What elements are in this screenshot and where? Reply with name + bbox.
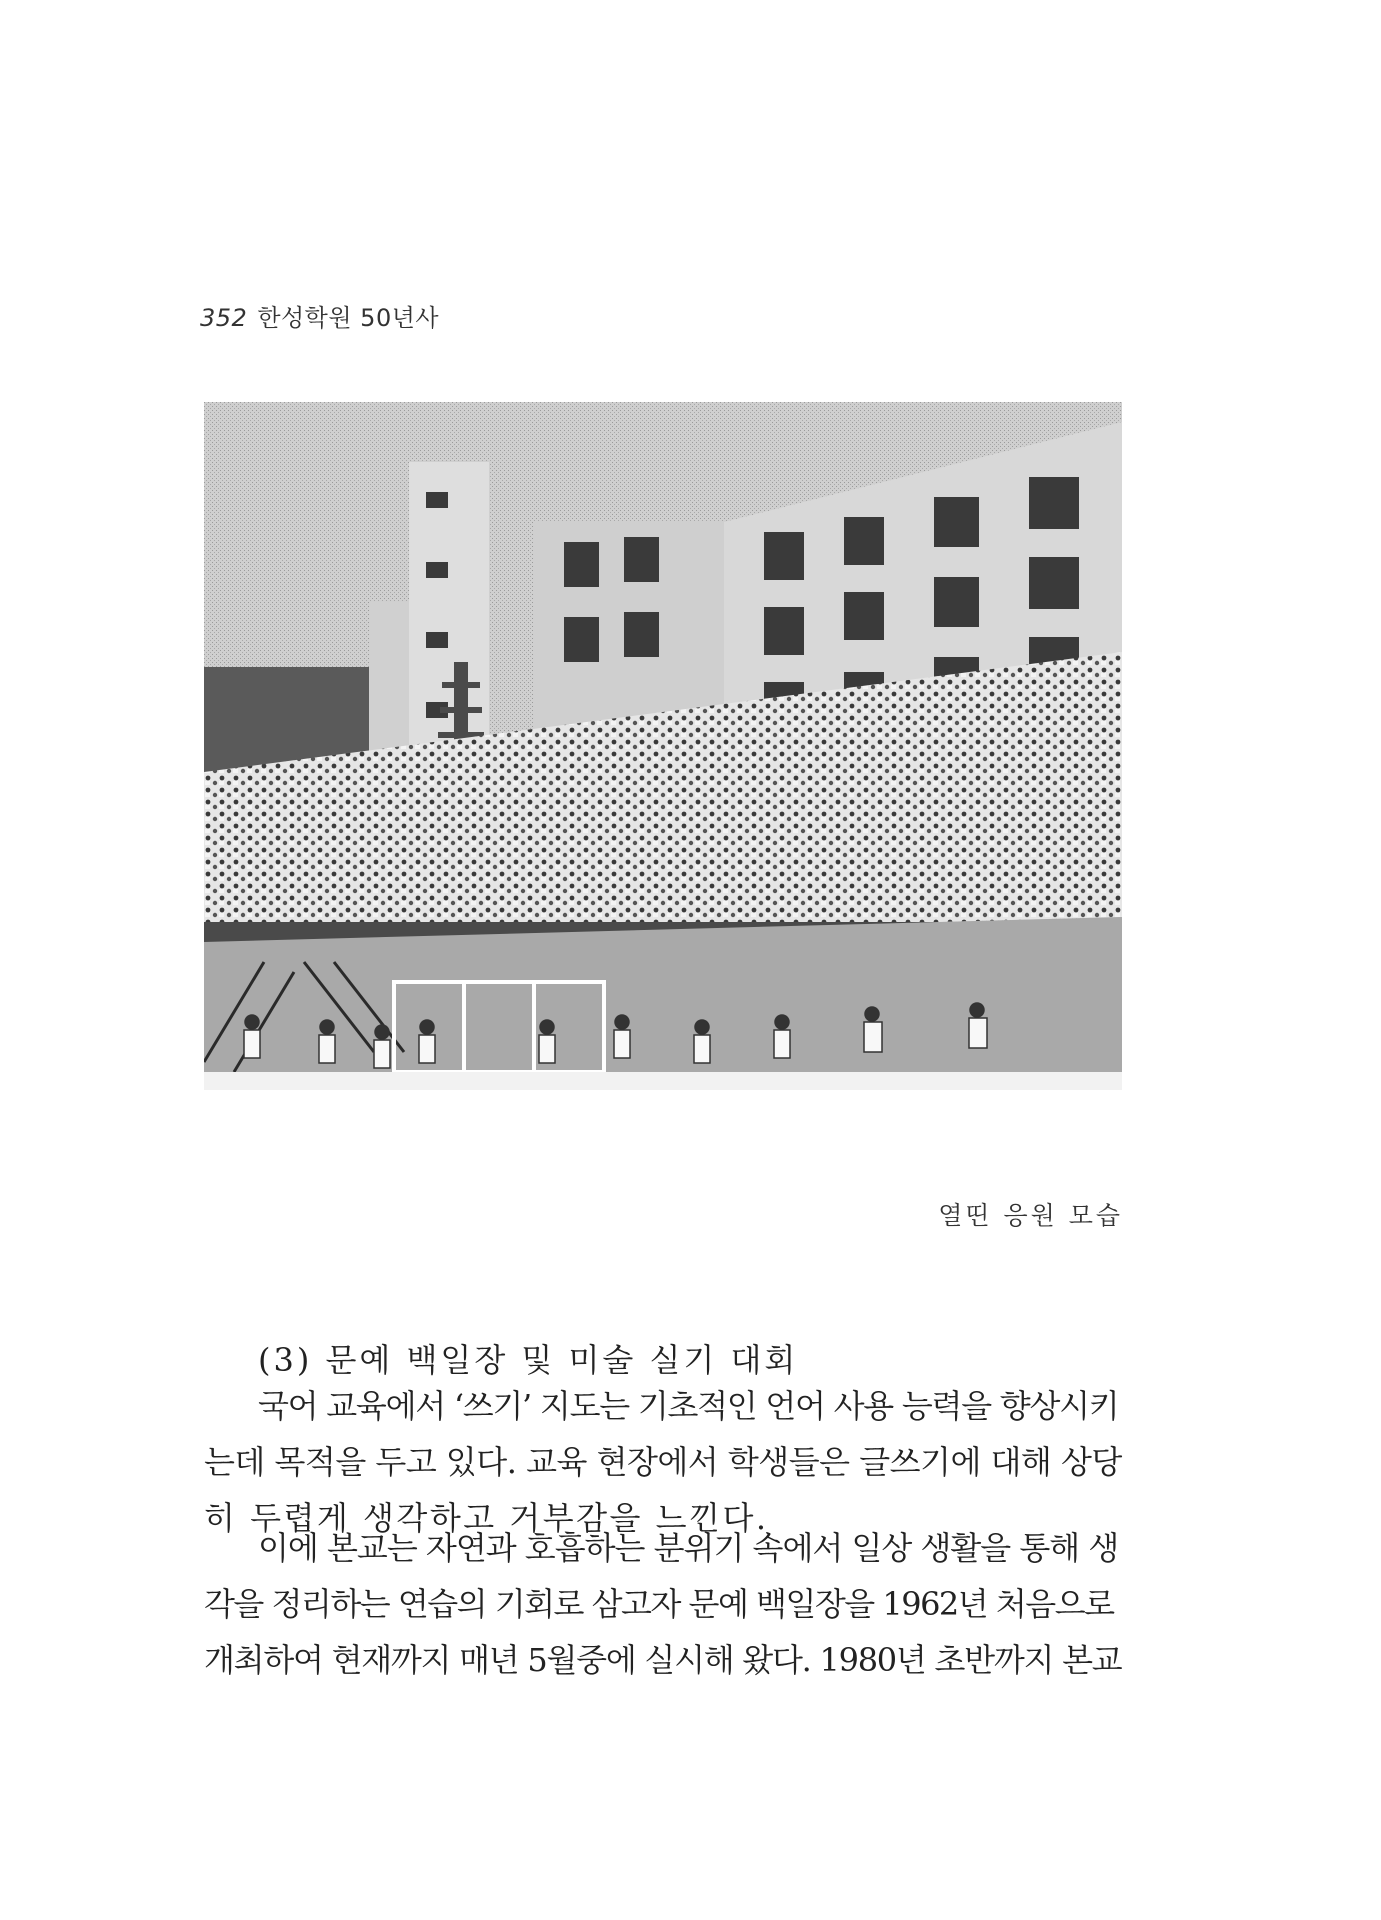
paragraph-line: 개최하여 현재까지 매년 5월중에 실시해 왔다. 1980년 초반까지 본교 (204, 1641, 1122, 1679)
book-title: 한성학원 50년사 (257, 304, 440, 332)
paragraph-line: 이에 본교는 자연과 호흡하는 분위기 속에서 일상 생활을 통해 생 (258, 1529, 1119, 1567)
paragraph-line: 각을 정리하는 연습의 기회로 삼고자 문예 백일장을 1962년 처음으로 (204, 1585, 1114, 1623)
photo-caption: 열띤 응원 모습 (938, 1201, 1123, 1230)
paragraph-line: 국어 교육에서 ‘쓰기’ 지도는 기초적인 언어 사용 능력을 향상시키 (258, 1387, 1119, 1425)
paragraph-line: 는데 목적을 두고 있다. 교육 현장에서 학생들은 글쓰기에 대해 상당 (204, 1443, 1122, 1481)
photo-illustration (204, 402, 1122, 1090)
cheering-photo (204, 402, 1122, 1090)
section-heading: (3) 문예 백일장 및 미술 실기 대회 (258, 1341, 799, 1379)
paragraph-line: 히 두렵게 생각하고 거부감을 느낀다. (204, 1499, 769, 1537)
page-number: 352 (200, 304, 248, 332)
running-header (200, 298, 439, 333)
paragraph-2 (204, 1520, 1122, 1688)
